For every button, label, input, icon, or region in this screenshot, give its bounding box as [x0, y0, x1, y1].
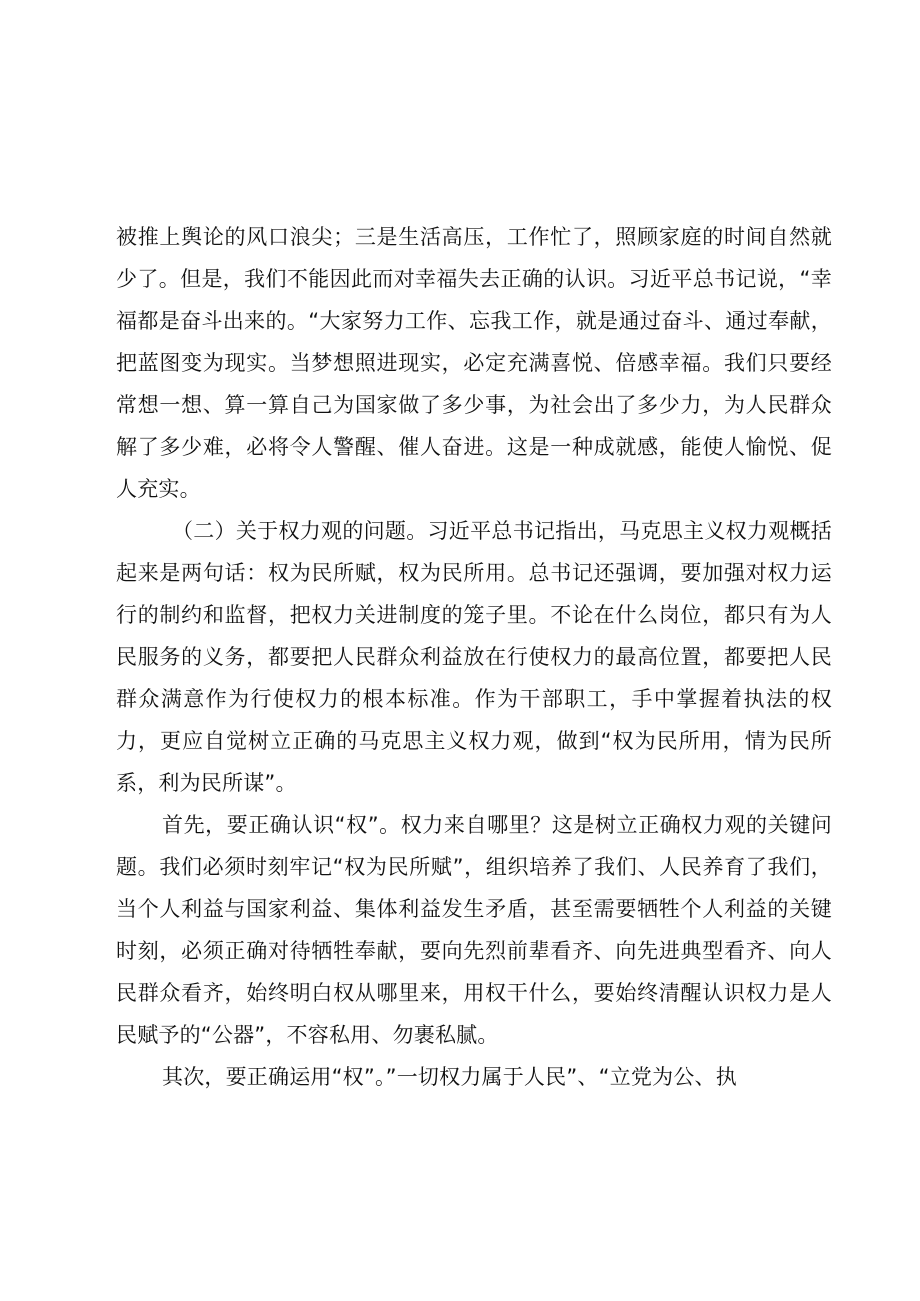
- paragraph-understand-power: 首先，要正确认识“权”。权力来自哪里？这是树立正确权力观的关键问题。我们必须时刻牢记“权为民所赋”，组织培养了我们、人民养育了我们，当个人利益与国家利益、集体利益发生矛盾，甚至需要牺牲个人利益的关键时刻，必须正确对待牺牲奉献，要向先烈前辈看齐、向先进典型看齐、向人民群众看齐，始终明白权从哪里来，用权干什么，要始终清醒认识权力是人民赋予的“公器”，不容私用、勿裹私腻。: [116, 813, 832, 1047]
- paragraph-happiness: 被推上舆论的风口浪尖；三是生活高压，工作忙了，照顾家庭的时间自然就少了。但是，我们不能因此而对幸福失去正确的认识。习近平总书记说，“幸福都是奋斗出来的。“大家努力工作、忘我工作，就是通过奋斗、通过奉献，把蓝图变为现实。当梦想照进现实，必定充满喜悦、倍感幸福。我们只要经常想一想、算一算自己为国家做了多少事，为社会出了多少力，为人民群众解了多少难，必将令人警醒、催人奋进。这是一种成就感，能使人愉悦、促人充实。: [116, 225, 832, 501]
- paragraph-use-power: 其次，要正确运用“权”。”一切权力属于人民”、“立党为公、执: [162, 1065, 737, 1089]
- paragraph-power-view: （二）关于权力观的问题。习近平总书记指出，马克思主义权力观概括起来是两句话：权为民所赋，权为民所用。总书记还强调，要加强对权力运行的制约和监督，把权力关进制度的笼子里。不论在什么岗位，都只有为人民服务的义务，都要把人民群众利益放在行使权力的最高位置，都要把人民群众满意作为行使权力的根本标准。作为干部职工，手中掌握着执法的权力，更应自觉树立正确的马克思主义权力观，做到“权为民所用，情为民所系，利为民所谋”。: [116, 519, 832, 795]
- body-text: [116, 216, 832, 1098]
